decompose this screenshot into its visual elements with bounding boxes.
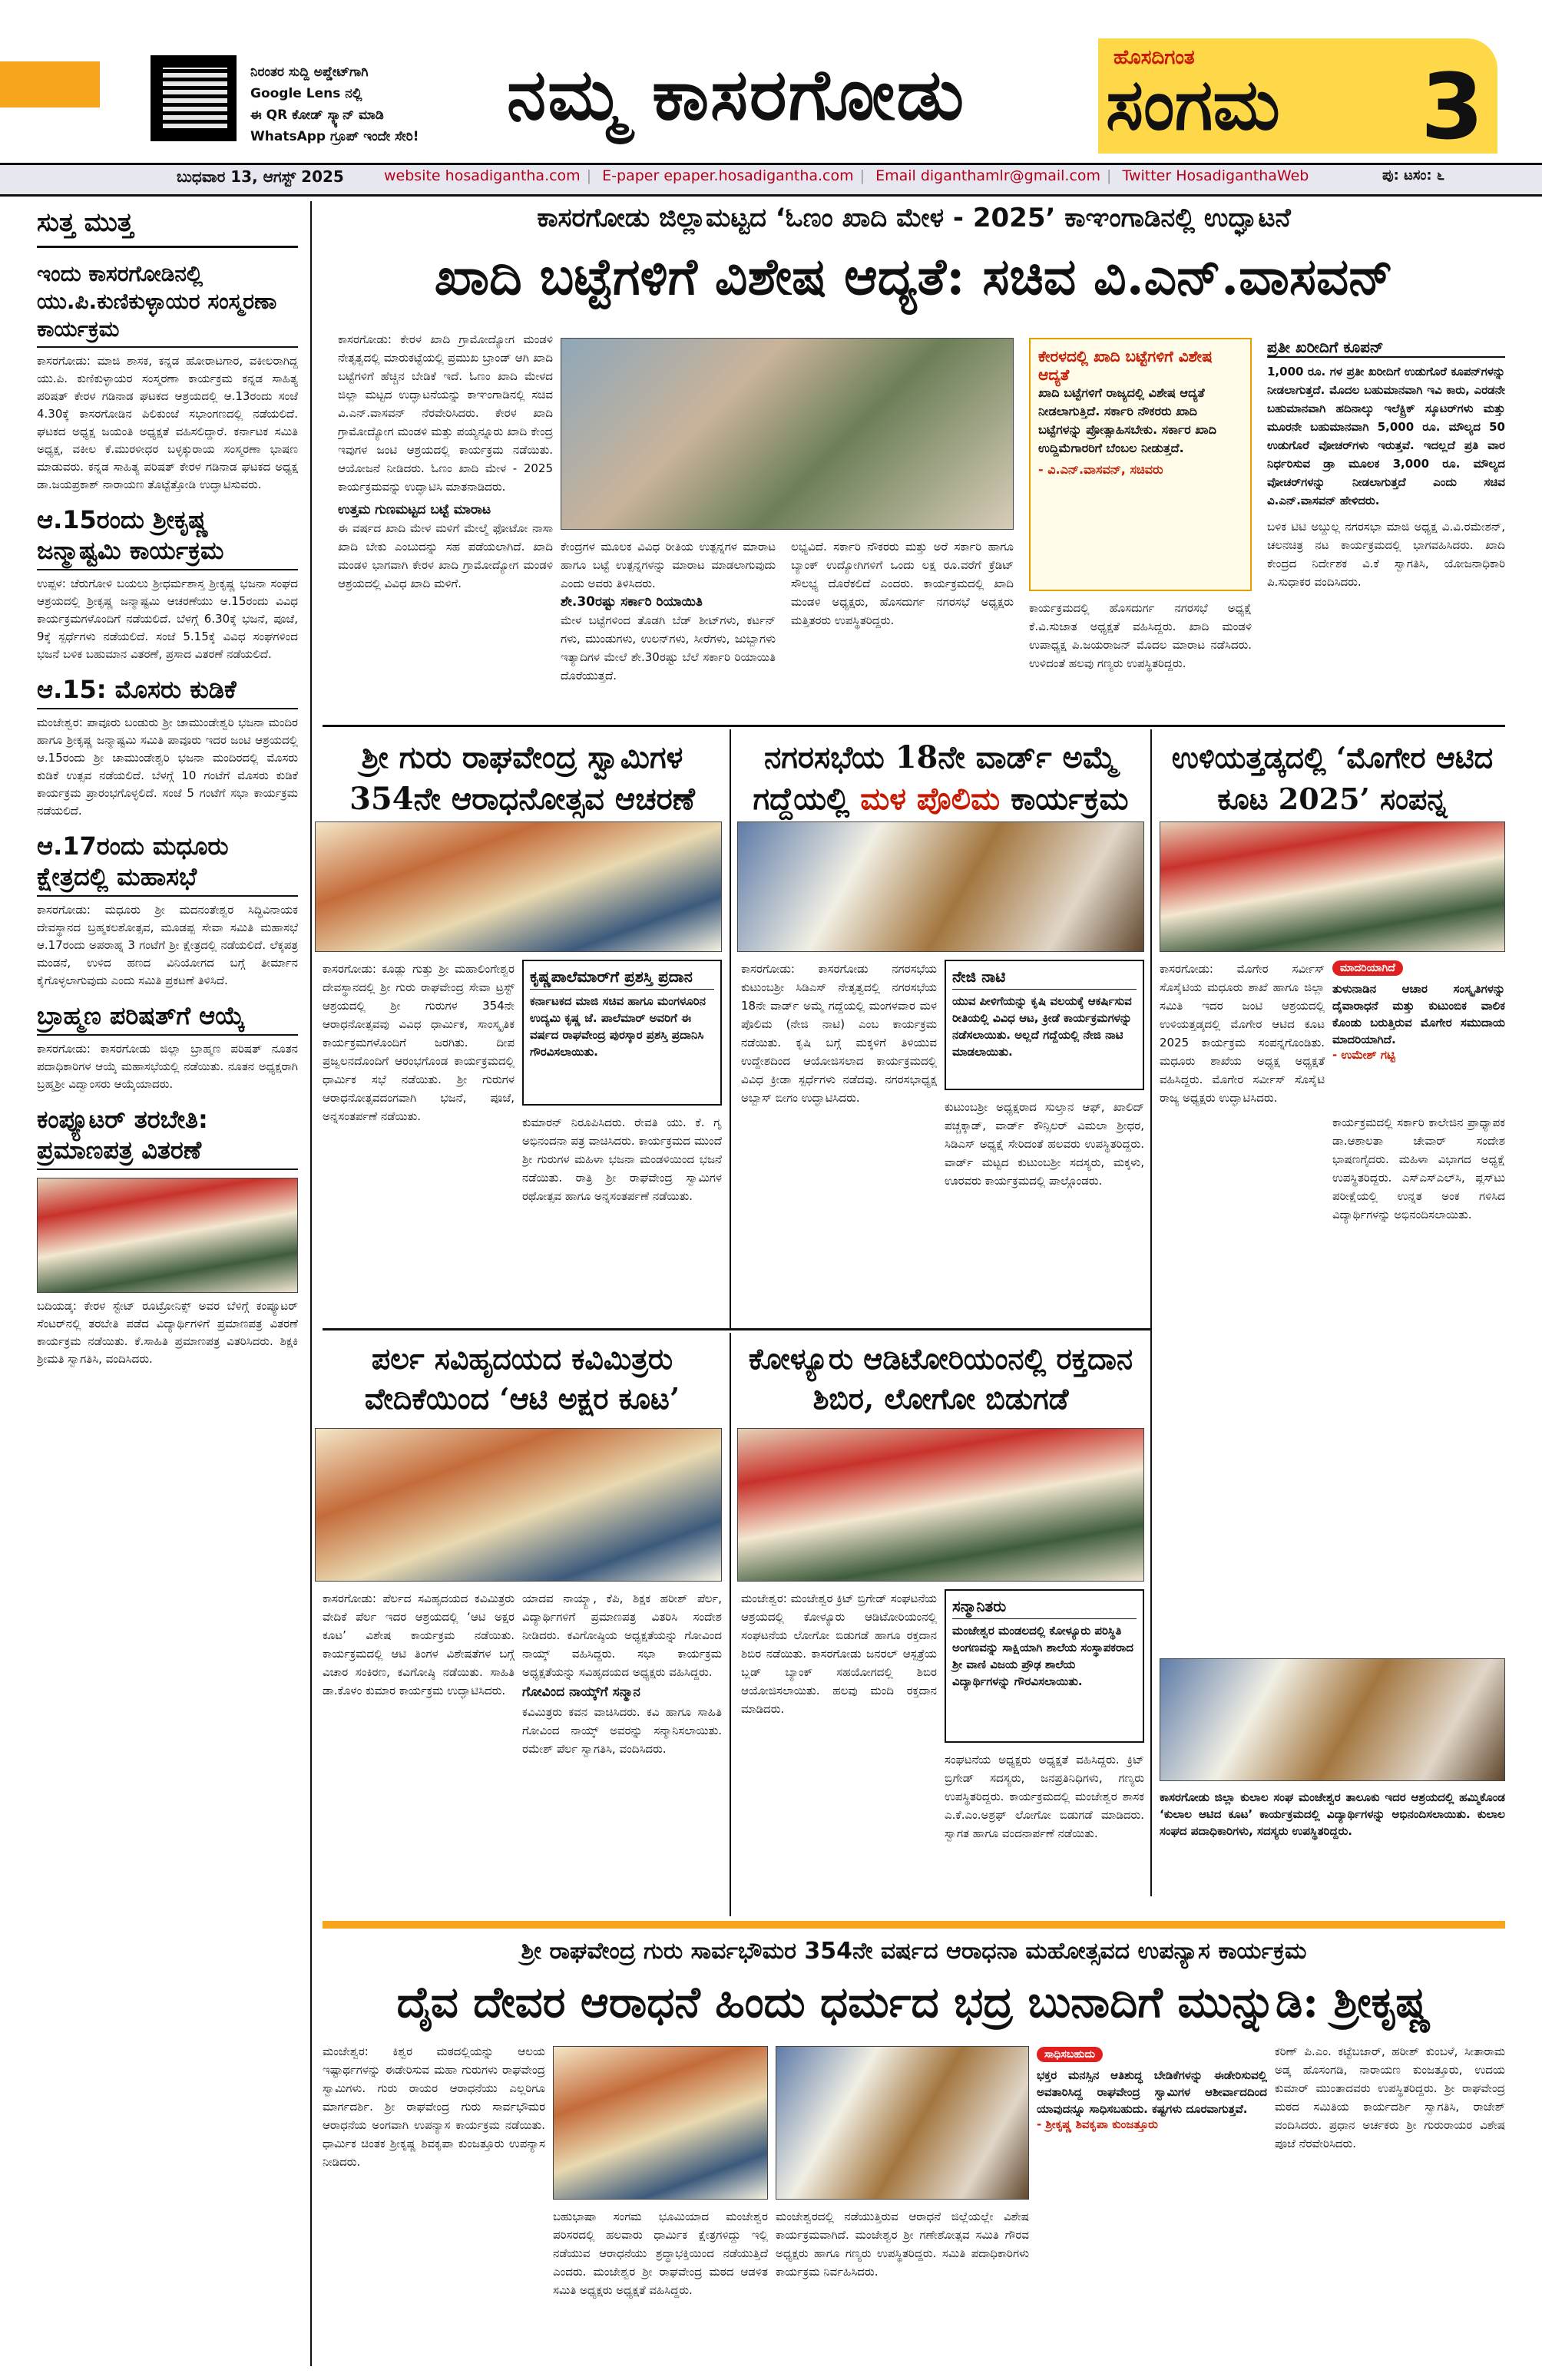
nejinati-title: ನೇಜಿ ನಾಟಿ (952, 967, 1137, 990)
brief-text: ಬದಿಯಡ್ಕ: ಕೇರಳ ಸ್ಟೇಟ್ ರೂಟ್ರೋನಿಕ್ಸ್ ಅವರ ಬೆಳಿಗ್ಗೆ ಕಂಪ್ಯೂಟರ್ ಸೆಂಟರ್‌ನಲ್ಲಿ ತರಬೇತಿ ಪಡೆದ ವಿದ್ಯಾರ್ಥಿಗಳಿಗೆ ಪ್ರಮಾಣಪತ್ರ ವಿತರಣೆ ಕಾರ್ಯಕ್ರಮ ನಡೆಯಿತು. ಕೆ.ಸಾಹಿತಿ ಪ್ರಮಾಣಪತ್ರ ವಿತರಿಸಿದರು. ಶಿಕ್ಷಕಿ ಶ್ರೀಮತಿ ಸ್ವಾಗತಿಸಿ, ವಂದಿಸಿದರು. (37, 1299, 298, 1366)
qr-line-3: ಈ QR ಕೋಡ್ ಸ್ಕ್ಯಾನ್ ಮಾಡಿ (250, 107, 384, 123)
twitter-link[interactable]: Twitter HosadiganthaWeb (1122, 167, 1309, 184)
col-divider (1150, 729, 1152, 1896)
quote-pill: ಸಾಧಿಸಬಹುದು (1037, 2047, 1103, 2062)
page-number: 3 (1421, 54, 1484, 160)
story-photo (737, 1428, 1144, 1582)
lead-col-3: ಲಭ್ಯವಿದೆ. ಸರ್ಕಾರಿ ನೌಕರರು ಮತ್ತು ಅರೆ ಸರ್ಕಾರಿ ಹಾಗೂ ಬ್ಯಾಂಕ್ ಉದ್ಯೋಗಿಗಳಿಗೆ ಒಂದು ಲಕ್ಷ ರೂ.ವರೆಗೆ ಕ್ರೆಡಿಟ್ ಸೌಲಭ್ಯ ದೊರೆಕಲಿದೆ ಎಂದರು. ಕಾರ್ಯಕ್ರಮದಲ್ಲಿ ಖಾದಿ ಮಂಡಳಿ ಅಧ್ಯಕ್ಷರು, ಹೊಸದುರ್ಗ ನಗರಸಭೆ ಅಧ್ಯಕ್ಷರು ಮತ್ತಿತರರು ಉಪಸ್ಥಿತರಿದ್ದರು. (791, 540, 1014, 627)
quote-author: - ಶ್ರೀಕೃಷ್ಣ ಶಿವಕೃಪಾ ಕುಂಜತ್ತೂರು (1037, 2117, 1158, 2131)
nejinati-box (945, 960, 1144, 1090)
qr-line-1: ನಿರಂತರ ಸುದ್ದಿ ಅಪ್ಡೇಟ್‌ಗಾಗಿ (250, 64, 369, 80)
quote-author: - ಉಮೇಶ್ ಗಟ್ಟಿ (1332, 1048, 1395, 1062)
quote-author: - ವಿ.ಎನ್.ವಾಸವನ್, ಸಚಿವರು (1038, 462, 1163, 477)
brief-text: ಕಾಸರಗೋಡು: ಮಾಜಿ ಶಾಸಕ, ಕನ್ನಡ ಹೋರಾಟಗಾರ, ವಕೀಲರಾಗಿದ್ದ ಯು.ಪಿ. ಕುಣಿಕುಳ್ಳಾಯರ ಸಂಸ್ಮರಣಾ ಕಾರ್ಯಕ್ರಮ ಕನ್ನಡ ಸಾಹಿತ್ಯ ಪರಿಷತ್ ಕೇರಳ ಗಡಿನಾಡ ಘಟಕದ ಆಶ್ರಯದಲ್ಲಿ ಆ.13ರಂದು ಸಂಜೆ 4.30ಕ್ಕೆ ಕಾಸರಗೋಡಿನ ಪಿಲಿಕುಂಜೆ ಸಭಾಂಗಣದಲ್ಲಿ ನಡೆಯಲಿದೆ. ಘಟಕದ ಅಧ್ಯಕ್ಷ ಜಯಂತಿ ಅಧ್ಯಕ್ಷತೆ ವಹಿಸಲಿದ್ದಾರೆ. ಕರ್ನಾಟಕ ಸಮಿತಿ ಅಧ್ಯಕ್ಷ, ವಕೀಲ ಕೆ.ಮುರಳೀಧರ ಬಳ್ಳಕ್ಕುರಾಯ ಸಂಸ್ಮರಣಾ ಭಾಷಣ ಮಾಡುವರು. ಕನ್ನಡ ಸಾಹಿತ್ಯ ಪರಿಷತ್ ಕೇರಳ ಗಡಿನಾಡ ಘಟಕದ ಅಧ್ಯಕ್ಷ ಡಾ.ಜಯಪ್ರಕಾಶ್ ನಾರಾಯಣ ತೊಟ್ಟೆತ್ತೋಡಿ ಉದ್ಘಾಟಿಸುವರು. (37, 354, 298, 491)
story-photo (776, 2046, 1029, 2200)
masthead-title: ನಮ್ಮ ಕಾಸರಗೋಡು (507, 53, 966, 136)
brief-title: ಬ್ರಾಹ್ಮಣ ಪರಿಷತ್‌ಗೆ ಆಯ್ಕೆ (37, 1000, 298, 1036)
story-text: ಕಾಸರಗೋಡು: ಕೂಡ್ಲು ಗುತ್ತು ಶ್ರೀ ಮಹಾಲಿಂಗೇಶ್ವರ ದೇವಸ್ಥಾನದಲ್ಲಿ ಶ್ರೀ ಗುರು ರಾಘವೇಂದ್ರ ಸೇವಾ ಟ್ರಸ್ಟ್ ಆಶ್ರಯದಲ್ಲಿ ಶ್ರೀ ಗುರುಗಳ 354ನೇ ಆರಾಧನೋತ್ಸವವು ವಿವಿಧ ಧಾರ್ಮಿಕ, ಸಾಂಸ್ಕೃತಿಕ ಕಾರ್ಯಕ್ರಮಗಳೊಂದಿಗೆ ಜರಗಿತು. ದೀಪ ಪ್ರಜ್ವಲನದೊಂದಿಗೆ ಆರಂಭಗೊಂಡ ಕಾರ್ಯಕ್ರಮದಲ್ಲಿ ಧಾರ್ಮಿಕ ಸಭೆ ನಡೆಯಿತು. ಶ್ರೀ ಗುರುಗಳ ಆರಾಧನೋತ್ಸವದಂಗವಾಗಿ ಭಜನೆ, ಪೂಜೆ, ಅನ್ನಸಂತರ್ಪಣೆ ನಡೆಯಿತು. (323, 962, 515, 1123)
story-text (1037, 2207, 1267, 2365)
story-text: ಯಾದವ ನಾಯ್ಕ್ಬಾ, ಕೆಪಿ, ಶಿಕ್ಷಕ ಹರೀಶ್ ಪೆರ್ಲ, ವಿದ್ಯಾರ್ಥಿಗಳಿಗೆ ಪ್ರಮಾಣಪತ್ರ ವಿತರಿಸಿ ಸಂದೇಶ ನೀಡಿದರು. ಕವಿಗೋಷ್ಠಿಯ ಅಧ್ಯಕ್ಷತೆಯನ್ನು ಗೋವಿಂದ ನಾಯ್ಕ್ ವಹಿಸಿದ್ದರು. ಸಭಾ ಕಾರ್ಯಕ್ರಮ ಅಧ್ಯಕ್ಷತೆಯನ್ನು ಸವಿಹೃದಯದ ಅಧ್ಯಕ್ಷರು ವಹಿಸಿದ್ದರು. (522, 1592, 722, 1679)
headline-part: ಕಾರ್ಯಕ್ರಮ (1011, 781, 1129, 817)
headline-part: ನಗರಸಭೆಯ 18ನೇ ವಾರ್ಡ್ ಅಮ್ಮೆ (764, 739, 1117, 775)
story-subhead: ಗೋವಿಂದ ನಾಯ್ಕ್‌ಗೆ ಸನ್ಮಾನ (522, 1684, 640, 1700)
brief-item (37, 674, 298, 820)
story-photo (315, 1428, 722, 1582)
lead-photo (561, 338, 1014, 530)
lead-quote-box (1029, 338, 1252, 591)
brief-text: ಉಪ್ಪಳ: ಚೆರುಗೋಳಿ ಬಯಲು ಶ್ರೀಧರ್ಮಶಾಸ್ತ ಶ್ರೀಕೃಷ್ಣ ಭಜನಾ ಸಂಘದ ಆಶ್ರಯದಲ್ಲಿ ಶ್ರೀಕೃಷ್ಣ ಜನ್ಮಾಷ್ಟಮಿ ಆಚರಣೆಯು ಆ.15ರಂದು ವಿವಿಧ ಕಾರ್ಯಕ್ರಮಗಳೊಂದಿಗೆ ನಡೆಯಲಿದೆ. ಬೆಳಗ್ಗೆ 6.30ಕ್ಕೆ ಭಜನೆ, ಪೂಜೆ, 9ಕ್ಕೆ ಸ್ಪರ್ಧೆಗಳು ನಡೆಯಲಿದೆ. ಸಂಜೆ 5.15ಕ್ಕೆ ವಿವಿಧ ಸಂಘಗಳಿಂದ ಭಜನೆ ಬಳಿಕ ಬಹುಮಾನ ವಿತರಣೆ, ಪ್ರಸಾದ ವಿತರಣೆ ನಡೆಯಲಿದೆ. (37, 577, 298, 661)
lead-col-1 (338, 330, 553, 714)
lead-text: 1,000 ರೂ. ಗಳ ಪ್ರತೀ ಖರೀದಿಗೆ ಉಡುಗೊರೆ ಕೂಪನ್‌ಗಳನ್ನು ನೀಡಲಾಗುತ್ತದೆ. ಮೊದಲ ಬಹುಮಾನವಾಗಿ ಇವಿ ಕಾರು, ಎರಡನೇ ಬಹುಮಾನವಾಗಿ ಹದಿನಾಲ್ಕು ಇಲೆಕ್ಟ್ರಿಕ್ ಸ್ಕೂಟರ್‌ಗಳು ಮತ್ತು ಮೂರನೇ ಬಹುಮಾನವಾಗಿ 5,000 ರೂ. ಮೌಲ್ಯದ 50 ಉಡುಗೊರೆ ವೋಚರ್‌ಗಳು ಇರುತ್ತವೆ. ಇದಲ್ಲದೆ ಪ್ರತಿ ವಾರ ನಿರ್ಧರಿಸುವ ಡ್ರಾ ಮೂಲಕ 3,000 ರೂ. ಮೌಲ್ಯದ ವೋಚರ್‌ಗಳನ್ನು ನೀಡಲಾಗುತ್ತದೆ ಎಂದು ಸಚಿವ ವಿ.ಎನ್.ವಾಸವನ್ ಹೇಳಿದರು. (1267, 365, 1505, 507)
brand-logo: ಹೊಸದಿಗಂತ (1113, 46, 1195, 69)
story-headline-mogera: ಉಳಿಯತ್ತಡ್ಕದಲ್ಲಿ ‘ಮೊಗೇರ ಆಟಿದ ಕೂಟ 2025’ ಸಂಪನ್ನ (1171, 740, 1494, 816)
story-text: ಮಂಜೇಶ್ವರದಲ್ಲಿ ನಡೆಯುತ್ತಿರುವ ಆರಾಧನೆ ಜಿಲ್ಲೆಯಲ್ಲೇ ವಿಶೇಷ ಕಾರ್ಯಕ್ರಮವಾಗಿದೆ. ಮಂಜೇಶ್ವರ ಶ್ರೀ ಗಣೇಶೋತ್ಸವ ಸಮಿತಿ ಗೌರವ ಅಧ್ಯಕ್ಷರು ಹಾಗೂ ಗಣ್ಯರು ಉಪಸ್ಥಿತರಿದ್ದರು. ಸಮಿತಿ ಪದಾಧಿಕಾರಿಗಳು ಕಾರ್ಯಕ್ರಮ ನಿರ್ವಹಿಸಿದರು. (776, 2210, 1029, 2279)
quote-text: ಖಾದಿ ಬಟ್ಟೆಗಳಿಗೆ ರಾಜ್ಯದಲ್ಲಿ ವಿಶೇಷ ಆದ್ಯತೆ ನೀಡಲಾಗುತ್ತಿದೆ. ಸರ್ಕಾರಿ ನೌಕರರು ಖಾದಿ ಬಟ್ಟೆಗಳನ್ನು ಪ್ರೋತ್ಸಾಹಿಸಬೇಕು. ಸರ್ಕಾರ ಖಾದಿ ಉದ್ದಿಮೆಗಾರರಿಗೆ ಬೆಂಬಲ ನೀಡುತ್ತದೆ. (1038, 385, 1216, 455)
story-headline-blood: ಕೋಳ್ಯೂರು ಆಡಿಟೋರಿಯಂನಲ್ಲಿ ರಕ್ತದಾನ ಶಿಬಿರ, ಲೋಗೋ ಬಿಡುಗಡೆ (748, 1341, 1133, 1416)
story-text: ಕವಿಮಿತ್ರರು ಕವನ ವಾಚಿಸಿದರು. ಕವಿ ಹಾಗೂ ಸಾಹಿತಿ ಗೋವಿಂದ ನಾಯ್ಕ್ ಅವರನ್ನು ಸನ್ಮಾನಿಸಲಾಯಿತು. ರಮೇಶ್ ಪೆರ್ಲ ಸ್ವಾಗತಿಸಿ, ವಂದಿಸಿದರು. (522, 1705, 722, 1756)
sidebar-divider (310, 201, 312, 2366)
lead-text: ಕಾಸರಗೋಡು: ಕೇರಳ ಖಾದಿ ಗ್ರಾಮೋದ್ಯೋಗ ಮಂಡಳಿ ನೇತೃತ್ವದಲ್ಲಿ ಮಾರುಕಟ್ಟೆಯಲ್ಲಿ ಪ್ರಮುಖ ಬ್ರಾಂಡ್ ಆಗಿ ಖಾದಿ ಬಟ್ಟೆಗಳಿಗೆ ಹೆಚ್ಚಿನ ಬೇಡಿಕೆ ಇದೆ. ಓಣಂ ಖಾದಿ ಮೇಳದ ಜಿಲ್ಲಾ ಮಟ್ಟದ ಉದ್ಘಾಟನೆಯನ್ನು ಕಾಞಂಗಾಡಿನಲ್ಲಿ ಸಚಿವ ವಿ.ಎನ್.ವಾಸವನ್ ನೆರವೇರಿಸಿದರು. ಕೇರಳ ಖಾದಿ ಗ್ರಾಮೋದ್ಯೋಗ ಮಂಡಳಿ ಮತ್ತು ಪಯ್ಯನ್ನೂರು ಖಾದಿ ಕೇಂದ್ರ ಇವುಗಳ ಜಂಟಿ ಆಶ್ರಯದಲ್ಲಿ ಕಾರ್ಯಕ್ರಮ ನಡೆಯಿತು. ಆಯೋಜನೆ ನೀಡಿದರು. ಓಣಂ ಖಾದಿ ಮೇಳ - 2025 ಕಾರ್ಯಕ್ರಮವನ್ನು ಉದ್ಘಾಟಿಸಿ ಮಾತನಾಡಿದರು. (338, 332, 553, 494)
brief-item (37, 1000, 298, 1093)
award-box (522, 960, 722, 1106)
kavi-col-2 (522, 1589, 722, 1912)
lead-right-col (1267, 338, 1505, 714)
brief-item (37, 831, 298, 990)
quote-pill: ಮಾದರಿಯಾಗಿದೆ (1332, 960, 1403, 976)
col-divider (730, 1333, 731, 1916)
honour-box (945, 1589, 1144, 1743)
lead-text: ಕೇಂದ್ರಗಳ ಮೂಲಕ ವಿವಿಧ ರೀತಿಯ ಉತ್ಪನ್ನಗಳ ಮಾರಾಟ ಹಾಗೂ ಬಟ್ಟೆ ಉತ್ಪನ್ನಗಳನ್ನು ಮಾರಾಟ ಮಾಡಲಾಗುವುದು ಎಂದು ಅವರು ತಿಳಿಸಿದರು. (561, 540, 776, 590)
story-photo (737, 821, 1144, 952)
brief-title: ಆ.17ರಂದು ಮಧೂರು ಕ್ಷೇತ್ರದಲ್ಲಿ ಮಹಾಸಭೆ (37, 831, 298, 897)
lead-col-4: ಕಾರ್ಯಕ್ರಮದಲ್ಲಿ ಹೊಸದುರ್ಗ ನಗರಸಭೆ ಅಧ್ಯಕ್ಷೆ ಕೆ.ವಿ.ಸುಜಾತ ಅಧ್ಯಕ್ಷತೆ ವಹಿಸಿದ್ದರು. ಖಾದಿ ಮಂಡಳಿ ಉಪಾಧ್ಯಕ್ಷ ಪಿ.ಜಯರಾಜನ್ ಮೊದಲ ಮಾರಾಟ ನಡೆಸಿದರು. ಉಳಿದಂತೆ ಹಲವು ಗಣ್ಯರು ಉಪಸ್ಥಿತರಿದ್ದರು. (1029, 601, 1252, 670)
award-box-title: ಕೃಷ್ಣಪಾಲೆಮಾರ್‌ಗೆ ಪ್ರಶಸ್ತಿ ಪ್ರದಾನ (530, 967, 714, 990)
headline-part: ಗದ್ದೆಯಲ್ಲಿ (753, 781, 850, 817)
brief-text: ಕಾಸರಗೋಡು: ಕಾಸರಗೋಡು ಜಿಲ್ಲಾ ಬ್ರಾಹ್ಮಣ ಪರಿಷತ್ ನೂತನ ಪದಾಧಿಕಾರಿಗಳ ಆಯ್ಕೆ ಮಹಾಸಭೆಯಲ್ಲಿ ನಡೆಯಿತು. ನೂತನ ಅಧ್ಯಕ್ಷರಾಗಿ ಬ್ರಹ್ಮಶ್ರೀ ವಿದ್ವಾಂಸರು ಆಯ್ಕೆಯಾದರು. (37, 1042, 298, 1091)
qr-code-icon[interactable] (151, 55, 237, 141)
lead-text: ಮೇಳ ಬಟ್ಟೆಗಳಿಂದ ತೊಡಗಿ ಬೆಡ್ ಶೀಟ್‌ಗಳು, ಕರ್ಟನ್ ಗಳು, ಮುಂಡುಗಳು, ಉಲನ್‌ಗಳು, ಸೀರೆಗಳು, ಜುಬ್ಬಾಗಳು ಇತ್ಯಾದಿಗಳ ಮೇಲೆ ಶೇ.30ರಷ್ಟು ಬೆಲೆ ಸರ್ಕಾರಿ ರಿಯಾಯಿತಿ ದೊರೆಯುತ್ತದೆ. (561, 613, 776, 683)
story-headline-raghav: ಶ್ರೀ ಗುರು ರಾಘವೇಂದ್ರ ಸ್ವಾಮಿಗಳ 354ನೇ ಆರಾಧನೋತ್ಸವ ಆಚರಣೆ (349, 739, 695, 817)
brief-title: ಕಂಪ್ಯೂಟರ್ ತರಬೇತಿ: ಪ್ರಮಾಣಪತ್ರ ವಿತರಣೆ (37, 1104, 298, 1170)
story-text: ಕಾಸರಗೋಡು: ಕಾಸರಗೋಡು ನಗರಸಭೆಯ ಕುಟುಂಬಶ್ರೀ ಸಿಡಿಎಸ್ ನೇತೃತ್ವದಲ್ಲಿ ನಗರಸಭೆಯ 18ನೇ ವಾರ್ಡ್ ಅಮ್ಮೆ ಗದ್ದೆಯಲ್ಲಿ ಮಂಗಳವಾರ ಮಳ ಪೊಲಿಮ (ನೇಜಿ ನಾಟಿ) ಎಂಬ ಕಾರ್ಯಕ್ರಮ ನಡೆಯಿತು. ಕೃಷಿ ಬಗ್ಗೆ ಮಕ್ಕಳಿಗೆ ತಿಳಿಯುವ ಉದ್ದೇಶದಿಂದ ಆಯೋಜಿಸಲಾದ ಕಾರ್ಯಕ್ರಮದಲ್ಲಿ ವಿವಿಧ ಕ್ರೀಡಾ ಸ್ಪರ್ಧೆಗಳು ನಡೆದವು. ನಗರಸಭಾಧ್ಯಕ್ಷ ಅಬ್ಬಾಸ್ ಬೀಗಂ ಉದ್ಘಾಟಿಸಿದರು. (741, 962, 937, 1105)
bottom-kicker: ಶ್ರೀ ರಾಘವೇಂದ್ರ ಗುರು ಸಾರ್ವಭೌಮರ 354ನೇ ವರ್ಷದ ಆರಾಧನಾ ಮಹೋತ್ಸವದ ಉಪನ್ಯಾಸ ಕಾರ್ಯಕ್ರಮ (521, 1938, 1307, 1965)
sidebar-logo: ಸುತ್ತ ಮುತ್ತ (37, 207, 298, 248)
epaper-link[interactable]: E-paper epaper.hosadigantha.com (602, 167, 854, 184)
story-text: ಮಂಜೇಶ್ವರ: ಮಂಜೇಶ್ವರ ಕ್ರಿಟ್ ಬ್ರಿಗೇಡ್ ಸಂಘಟನೆಯ ಆಶ್ರಯದಲ್ಲಿ ಕೋಳ್ಯೂರು ಆಡಿಟೋರಿಯಂನಲ್ಲಿ ಸಂಘಟನೆಯ ಲೋಗೋ ಬಿಡುಗಡೆ ಹಾಗೂ ರಕ್ತದಾನ ಶಿಬಿರ ನಡೆಯಿತು. ಕಾಸರಗೋಡು ಜನರಲ್ ಆಸ್ಪತ್ರೆಯ ಬ್ಲಡ್ ಬ್ಯಾಂಕ್ ಸಹಯೋಗದಲ್ಲಿ ಶಿಬಿರ ಆಯೋಜಿಸಲಾಯಿತು. ಹಲವು ಮಂದಿ ರಕ್ತದಾನ ಮಾಡಿದರು. (741, 1592, 937, 1716)
brief-title: ಇಂದು ಕಾಸರಗೋಡಿನಲ್ಲಿ ಯು.ಪಿ.ಕುಣಿಕುಳ್ಳಾಯರ ಸಂಸ್ಮರಣಾ ಕಾರ್ಯಕ್ರಮ (37, 260, 298, 348)
qr-line-2: Google Lens ನಲ್ಲಿ (250, 86, 362, 101)
qr-instructions (250, 61, 504, 147)
lead-subhead: ಪ್ರತೀ ಖರೀದಿಗೆ ಕೂಪನ್ (1267, 338, 1505, 358)
email-link[interactable]: Email diganthamlr@gmail.com (875, 167, 1101, 184)
story-headline-kavi: ಪರ್ಲ ಸವಿಹೃದಯದ ಕವಿಮಿತ್ರರು ವೇದಿಕೆಯಿಂದ ‘ಆಟಿ ಅಕ್ಷರ ಕೂಟ’ (364, 1341, 680, 1416)
lead-text: ಬಳಿಕ ಟಿಟಿ ಅಬ್ದುಲ್ಲ ನಗರಸಭಾ ಮಾಜಿ ಅಧ್ಯಕ್ಷ ವಿ.ವಿ.ರಮೇಶನ್, ಚಲನಚಿತ್ರ ನಟ ಕಾರ್ಯಕ್ರಮದಲ್ಲಿ ಭಾಗವಹಿಸಿದರು. ಖಾದಿ ಕೇಂದ್ರದ ನಿರ್ದೇಶಕ ವಿ.ಕೆ ಸ್ವಾಗತಿಸಿ, ಯೋಜನಾಧಿಕಾರಿ ಪಿ.ಸುಧಾಕರ ವಂದಿಸಿದರು. (1267, 520, 1505, 589)
bottom-quote (1037, 2046, 1267, 2200)
award-box-text: ಕರ್ನಾಟಕದ ಮಾಜಿ ಸಚಿವ ಹಾಗೂ ಮಂಗಳೂರಿನ ಉದ್ಯಮಿ ಕೃಷ್ಣ ಜೆ. ಪಾಲೆಮಾರ್ ಅವರಿಗೆ ಈ ವರ್ಷದ ರಾಘವೇಂದ್ರ ಪುರಸ್ಕಾರ ಪ್ರಶಸ್ತಿ ಪ್ರದಾನಿಸಿ ಗೌರವಿಸಲಾಯಿತು. (530, 994, 706, 1059)
brief-text: ಮಂಜೇಶ್ವರ: ಪಾವೂರು ಬಂಡುರು ಶ್ರೀ ಚಾಮುಂಡೇಶ್ವರಿ ಭಜನಾ ಮಂದಿರ ಹಾಗೂ ಶ್ರೀಕೃಷ್ಣ ಜನ್ಮಾಷ್ಟಮಿ ಸಮಿತಿ ಪಾವೂರು ಇದರ ಜಂಟಿ ಆಶ್ರಯದಲ್ಲಿ ಆ.15ರಂದು ಶ್ರೀ ಚಾಮುಂಡೇಶ್ವರಿ ಭಜನಾ ಮಂದಿರದಲ್ಲಿ ಮೊಸರು ಕುಡಿಕೆ ಉತ್ಸವ ನಡೆಯಲಿದೆ. ಬೆಳಗ್ಗೆ 10 ಗಂಟೆಗೆ ಮೊಸರು ಕುಡಿಕೆ ಕಾರ್ಯಕ್ರಮ ಪ್ರಾರಂಭಗೊಳ್ಳಲಿದೆ. ಸಂಜೆ 5 ಗಂಟೆಗೆ ಸಭಾ ಕಾರ್ಯಕ್ರಮ ನಡೆಯಲಿದೆ. (37, 716, 298, 818)
story-photo (1160, 1658, 1505, 1781)
page-count: ಪು: ಟಸಂ: ೬ (1382, 167, 1444, 183)
story-photo (315, 821, 722, 952)
lead-headline: ಖಾದಿ ಬಟ್ಟೆಗಳಿಗೆ ವಿಶೇಷ ಆದ್ಯತೆ: ಸಚಿವ ವಿ.ಎನ್.ವಾಸವನ್ (434, 246, 1394, 306)
lead-kicker: ಕಾಸರಗೋಡು ಜಿಲ್ಲಾಮಟ್ಟದ ‘ಓಣಂ ಖಾದಿ ಮೇಳ - 2025’ ಕಾಞಂಗಾಡಿನಲ್ಲಿ ಉದ್ಘಾಟನೆ (537, 203, 1291, 233)
story-text: ಸಂಘಟನೆಯ ಅಧ್ಯಕ್ಷರು ಅಧ್ಯಕ್ಷತೆ ವಹಿಸಿದ್ದರು. ಕ್ರಿಟ್ ಬ್ರಿಗೇಡ್ ಸದಸ್ಯರು, ಜನಪ್ರತಿನಿಧಿಗಳು, ಗಣ್ಯರು ಉಪಸ್ಥಿತರಿದ್ದರು. ಕಾರ್ಯಕ್ರಮದಲ್ಲಿ ಮಂಜೇಶ್ವರ ಶಾಸಕ ಎ.ಕೆ.ಎಂ.ಅಶ್ರಫ್ ಲೋಗೋ ಬಿಡುಗಡೆ ಮಾಡಿದರು. ಸ್ವಾಗತ ಹಾಗೂ ವಂದನಾರ್ಪಣೆ ನಡೆಯಿತು. (945, 1753, 1144, 1840)
lead-col-2 (561, 537, 776, 714)
story-headline-malapoli (737, 737, 1144, 820)
brief-item (37, 1104, 298, 1368)
story-photo (1160, 821, 1505, 952)
row-divider (323, 1328, 1152, 1330)
header-accent-bar (0, 61, 100, 107)
story-text: ಬಹುಭಾಷಾ ಸಂಗಮ ಭೂಮಿಯಾದ ಮಂಜೇಶ್ವರ ಪರಿಸರದಲ್ಲಿ ಹಲವಾರು ಧಾರ್ಮಿಕ ಕ್ಷೇತ್ರಗಳಿದ್ದು ಇಲ್ಲಿ ನಡೆಯುವ ಆರಾಧನೆಯು ಶ್ರದ್ಧಾಭಕ್ತಿಯಿಂದ ನಡೆಯುತ್ತಿದೆ ಎಂದರು. ಮಂಜೇಶ್ವರ ಶ್ರೀ ರಾಘವೇಂದ್ರ ಮಠದ ಆಡಳಿತ ಸಮಿತಿ ಅಧ್ಯಕ್ಷರು ಅಧ್ಯಕ್ಷತೆ ವಹಿಸಿದ್ದರು. (553, 2210, 768, 2297)
brief-text: ಕಾಸರಗೋಡು: ಮಧೂರು ಶ್ರೀ ಮದನಂತೇಶ್ವರ ಸಿದ್ಧಿವಿನಾಯಕ ದೇವಸ್ಥಾನದ ಬ್ರಹ್ಮಕಲಶೋತ್ಸವ, ಮೂಡಪ್ಪ ಸೇವಾ ಸಮಿತಿ ಮಹಾಸಭೆ ಆ.17ರಂದು ಅಪರಾಹ್ನ 3 ಗಂಟೆಗೆ ಶ್ರೀ ಕ್ಷೇತ್ರದಲ್ಲಿ ನಡೆಯಲಿದೆ. ಲೆಕ್ಕಪತ್ರ ಮಂಡನೆ, ಉಳಿದ ಹಣದ ವಿನಿಯೋಗದ ಬಗ್ಗೆ ತೀರ್ಮಾನ ಕೈಗೊಳ್ಳಲಾಗುವುದು ಎಂದು ಸಮಿತಿ ಪ್ರಕಟಣೆ ತಿಳಿಸಿದೆ. (37, 903, 298, 987)
brief-title: ಆ.15ರಂದು ಶ್ರೀಕೃಷ್ಣ ಜನ್ಮಾಷ್ಟಮಿ ಕಾರ್ಯಕ್ರಮ (37, 504, 298, 570)
headline-highlight: ಮಳ ಪೊಲಿಮ (860, 781, 1001, 817)
nejinati-text: ಯುವ ಪೀಳಿಗೆಯನ್ನು ಕೃಷಿ ವಲಯಕ್ಕೆ ಆಕರ್ಷಿಸುವ ರೀತಿಯಲ್ಲಿ ವಿವಿಧ ಆಟ, ಕ್ರೀಡೆ ಕಾರ್ಯಕ್ರಮಗಳನ್ನು ನಡೆಸಲಾಯಿತು. ಅಲ್ಲದೆ ಗದ್ದೆಯಲ್ಲಿ ನೇಜಿ ನಾಟಿ ಮಾಡಲಾಯಿತು. (952, 994, 1132, 1059)
website-link[interactable]: website hosadigantha.com (384, 167, 581, 184)
row-divider (323, 725, 1505, 727)
photo-caption: ಕಾಸರಗೋಡು ಜಿಲ್ಲಾ ಕುಲಾಲ ಸಂಘ ಮಂಜೇಶ್ವರ ತಾಲೂಕು ಇದರ ಆಶ್ರಯದಲ್ಲಿ ಹಮ್ಮಿಕೊಂಡ ‘ಕುಲಾಲ ಆಟಿದ ಕೂಟ’ ಕಾರ್ಯಕ್ರಮದಲ್ಲಿ ವಿದ್ಯಾರ್ಥಿಗಳನ್ನು ಅಭಿನಂದಿಸಲಾಯಿತು. ಕುಲಾಲ ಸಂಘದ ಪದಾಧಿಕಾರಿಗಳು, ಸದಸ್ಯರು ಉಪಸ್ಥಿತರಿದ್ದರು. (1160, 1790, 1505, 1838)
story-text: ಕಾಸರಗೋಡು: ಮೊಗೇರ ಸರ್ವೀಸ್ ಸೊಸೈಟಿಯ ಮಧೂರು ಶಾಖೆ ಹಾಗೂ ಜಿಲ್ಲಾ ಸಮಿತಿ ಇದರ ಜಂಟಿ ಆಶ್ರಯದಲ್ಲಿ ಉಳಿಯತ್ತಡ್ಕದಲ್ಲಿ ಮೊಗೇರ ಆಟಿದ ಕೂಟ 2025 ಕಾರ್ಯಕ್ರಮ ಸಂಪನ್ನಗೊಂಡಿತು. ಮಧೂರು ಶಾಖೆಯ ಅಧ್ಯಕ್ಷ ಅಧ್ಯಕ್ಷತೆ ವಹಿಸಿದ್ದರು. ಮೊಗೇರ ಸರ್ವೀಸ್ ಸೊಸೈಟಿ ರಾಜ್ಯ ಅಧ್ಯಕ್ಷರು ಉದ್ಘಾಟಿಸಿದರು. (1160, 962, 1325, 1105)
issue-date: ಬುಧವಾರ 13, ಆಗಸ್ಟ್ 2025 (177, 167, 344, 186)
lead-subhead: ಶೇ.30ರಷ್ಟು ಸರ್ಕಾರಿ ರಿಯಾಯಿತಿ (561, 594, 703, 610)
col-divider (730, 729, 731, 1328)
honour-text: ಮಂಜೇಶ್ವರ ಮಂಡಲದಲ್ಲಿ ಕೋಳ್ಯೂರು ಪರಿಸ್ಥಿತಿ ಅಂಗಣವನ್ನು ಸಾಕ್ಷಿಯಾಗಿ ಶಾಲೆಯ ಸಂಸ್ಥಾಪಕರಾದ ಶ್ರೀ ವಾಣಿ ವಿಜಯ ಪ್ರೌಢ ಶಾಲೆಯ ವಿದ್ಯಾರ್ಥಿಗಳನ್ನು ಗೌರವಿಸಲಾಯಿತು. (952, 1624, 1133, 1688)
story-text: ಕುಟುಂಬಶ್ರೀ ಅಧ್ಯಕ್ಷರಾದ ಸುಲ್ತಾನ ಆಫ್, ಖಾಲಿದ್ ಪಚ್ಚಕ್ಕಾಡ್, ವಾರ್ಡ್ ಕೌನ್ಸಿಲರ್ ವಿಮಲಾ ಶ್ರೀಧರ, ಸಿಡಿಎಸ್ ಅಧ್ಯಕ್ಷೆ ಸೇರಿದಂತೆ ಹಲವರು ಉಪಸ್ಥಿತರಿದ್ದರು. ವಾರ್ಡ್ ಮಟ್ಟದ ಕುಟುಂಬಶ್ರೀ ಸದಸ್ಯರು, ಮಕ್ಕಳು, ಊರವರು ಕಾರ್ಯಕ್ರಮದಲ್ಲಿ ಪಾಲ್ಗೊಂಡರು. (945, 1100, 1144, 1188)
mogera-quote (1332, 960, 1505, 1106)
honour-title: ಸನ್ಮಾನಿತರು (952, 1597, 1137, 1619)
brief-photo (37, 1178, 298, 1293)
brief-item (37, 260, 298, 494)
story-text: ಕಾರ್ಯಕ್ರಮದಲ್ಲಿ ಸರ್ಕಾರಿ ಕಾಲೇಜಿನ ಪ್ರಾಧ್ಯಾಪಕ ಡಾ.ಆಶಾಲತಾ ಚೇವಾರ್ ಸಂದೇಶ ಭಾಷಣಗೈದರು. ಮಹಿಳಾ ವಿಭಾಗದ ಅಧ್ಯಕ್ಷೆ ಉಪಸ್ಥಿತರಿದ್ದರು. ಎಸ್‌ಎಸ್‌ಎಲ್‌ಸಿ, ಪ್ಲಸ್‌ಟು ಪರೀಕ್ಷೆಯಲ್ಲಿ ಉನ್ನತ ಅಂಕ ಗಳಿಸಿದ ವಿದ್ಯಾರ್ಥಿಗಳನ್ನು ಅಭಿನಂದಿಸಲಾಯಿತು. (1332, 1116, 1505, 1221)
quote-text: ಭಕ್ತರ ಮನಸ್ಸಿನ ಆತಿಶುದ್ಧ ಬೇಡಿಕೆಗಳನ್ನು ಈಡೇರಿಸುವಲ್ಲಿ ಅವತಾರಿಸಿದ್ದ ರಾಘವೇಂದ್ರ ಸ್ವಾಮಿಗಳ ಆಶೀರ್ವಾದದಿಂದ ಯಾವುದನ್ನೂ ಸಾಧಿಸಬಹುದು. ಕಷ್ಟಗಳು ದೂರವಾಗುತ್ತವೆ. (1037, 2068, 1267, 2116)
brief-title: ಆ.15: ಮೊಸರು ಕುಡಿಕೆ (37, 674, 298, 709)
story-text: ಕುಮಾರನ್ ನಿರೂಪಿಸಿದರು. ರೇವತಿ ಯು. ಕೆ. ಗೃ ಅಭಿನಂದನಾ ಪತ್ರ ವಾಚಿಸಿದರು. ಕಾರ್ಯಕ್ರಮದ ಮುಂದೆ ಶ್ರೀ ಗುರುಗಳ ಮಹಿಳಾ ಭಜನಾ ಮಂಡಳಿಯಿಂದ ಭಜನೆ ನಡೆಯಿತು. ರಾತ್ರಿ ಶ್ರೀ ರಾಘವೇಂದ್ರ ಸ್ವಾಮಿಗಳ ರಥೋತ್ಸವ ಹಾಗೂ ಅನ್ನಸಂತರ್ಪಣೆ ನಡೆಯಿತು. (522, 1116, 722, 1203)
contact-links: website hosadigantha.com | E-paper epaper.hosadigantha.com | Email diganthamlr@gmail.com | Twitter HosadiganthaWeb (384, 167, 1309, 184)
lead-subhead: ಉತ್ತಮ ಗುಣಮಟ್ಟದ ಬಟ್ಟೆ ಮಾರಾಟ (338, 502, 491, 517)
section-rule (323, 1921, 1505, 1929)
story-text: ಕರಿಣ್ ಪಿ.ಎಂ. ಕಟ್ಟೆಬಜಾರ್, ಹರೀಶ್ ಕುಂಬಳೆ, ಸೀತಾರಾಮ ಅಡ್ಕ ಹೊಸಂಗಡಿ, ನಾರಾಯಣ ಕುಂಜತ್ತೂರು, ಉದಯ ಕುಮಾರ್ ಮುಂತಾದವರು ಉಪಸ್ಥಿತರಿದ್ದರು. ಶ್ರೀ ರಾಘವೇಂದ್ರ ಮಠದ ಸಮಿತಿಯ ಕಾರ್ಯದರ್ಶಿ ಸ್ವಾಗತಿಸಿ, ರಾಜೇಶ್ ವಂದಿಸಿದರು. ಪ್ರಧಾನ ಅರ್ಚಕರು ಶ್ರೀ ಗುರುರಾಯರ ವಿಶೇಷ ಪೂಜೆ ನೆರವೇರಿಸಿದರು. (1275, 2044, 1505, 2150)
story-photo (553, 2046, 768, 2200)
supplement-title: ಸಂಗಮ (1106, 63, 1280, 146)
lead-text: ಈ ವರ್ಷದ ಖಾದಿ ಮೇಳ ಮಳಿಗೆ ಮೇಲ್ಮೆ ಫೋಟೋ ನಾಸಾ ಖಾದಿ ಬೇಕು ಎಂಬುದನ್ನು ಸಹ ಪಡೆಯಲಾಗಿದೆ. ಖಾದಿ ಮಂಡಳಿ ಭಾಗವಾಗಿ ಕೇರಳ ಖಾದಿ ಗ್ರಾಮೋದ್ಯೋಗ ಮಂಡಳಿ ಆಶ್ರಯದಲ್ಲಿ ವಿವಿಧ ಖಾದಿ ಮಳಿಗೆ. (338, 521, 553, 590)
story-text: ಮಂಜೇಶ್ವರ: ಕಿಶ್ವರ ಮಠದಲ್ಲಿಯನ್ನು ಆಲಯ ಇಷ್ಟಾರ್ಥಗಳನ್ನು ಈಡೇರಿಸುವ ಮಹಾ ಗುರುಗಳು ರಾಘವೇಂದ್ರ ಸ್ವಾಮಿಗಳು. ಗುರು ರಾಯರ ಆರಾಧನೆಯು ಎಲ್ಲರಿಗೂ ಮಾರ್ಗದರ್ಶಿ. ಶ್ರೀ ರಾಘವೇಂದ್ರ ಗುರು ಸಾರ್ವಭೌಮರ ಆರಾಧನೆಯ ಅಂಗವಾಗಿ ಉಪನ್ಯಾಸ ಕಾರ್ಯಕ್ರಮ ನಡೆಯಿತು. ಧಾರ್ಮಿಕ ಚಿಂತಕ ಶ್ರೀಕೃಷ್ಣ ಶಿವಕೃಪಾ ಕುಂಜತ್ತೂರು ಉಪನ್ಯಾಸ ನೀಡಿದರು. (323, 2044, 545, 2169)
quote-title: ಕೇರಳದಲ್ಲಿ ಖಾದಿ ಬಟ್ಟೆಗಳಿಗೆ ವಿಶೇಷ ಆದ್ಯತೆ (1038, 347, 1213, 384)
qr-line-4: WhatsApp ಗ್ರೂಪ್ ಇಂದೇ ಸೇರಿ! (250, 129, 419, 144)
quote-text: ತುಳುನಾಡಿನ ಆಚಾರ ಸಂಸ್ಕೃತಿಗಳನ್ನು ದೈವಾರಾಧನೆ ಮತ್ತು ಕುಟುಂಬಿಕ ವಾಲಿಕ ಕೊಂಡು ಬರುತ್ತಿರುವ ಮೊಗೇರ ಸಮುದಾಯ ಮಾದರಿಯಾಗಿದೆ. (1332, 982, 1505, 1046)
story-text: ಕಾಸರಗೋಡು: ಪೆರ್ಲದ ಸವಿಹೃದಯದ ಕವಿಮಿತ್ರರು ವೇದಿಕೆ ಪೆರ್ಲ ಇದರ ಆಶ್ರಯದಲ್ಲಿ ‘ಆಟಿ ಅಕ್ಷರ ಕೂಟ’ ವಿಶೇಷ ಕಾರ್ಯಕ್ರಮ ನಡೆಯಿತು. ಕಾರ್ಯಕ್ರಮದಲ್ಲಿ ಆಟಿ ತಿಂಗಳ ವಿಶೇಷತೆಗಳ ಬಗ್ಗೆ ವಿಚಾರ ಸಂಕಿರಣ, ಕವಿಗೋಷ್ಠಿ ನಡೆಯಿತು. ಸಾಹಿತಿ ಡಾ.ಕೊಳಂ ಕುಮಾರ ಕಾರ್ಯಕ್ರಮ ಉದ್ಘಾಟಿಸಿದರು. (323, 1592, 515, 1697)
brief-item (37, 504, 298, 663)
bottom-headline: ದೈವ ದೇವರ ಆರಾಧನೆ ಹಿಂದು ಧರ್ಮದ ಭದ್ರ ಬುನಾದಿಗೆ ಮುನ್ನುಡಿ: ಶ್ರೀಕೃಷ್ಣ (396, 1977, 1431, 2028)
sidebar-briefs (37, 207, 298, 2365)
